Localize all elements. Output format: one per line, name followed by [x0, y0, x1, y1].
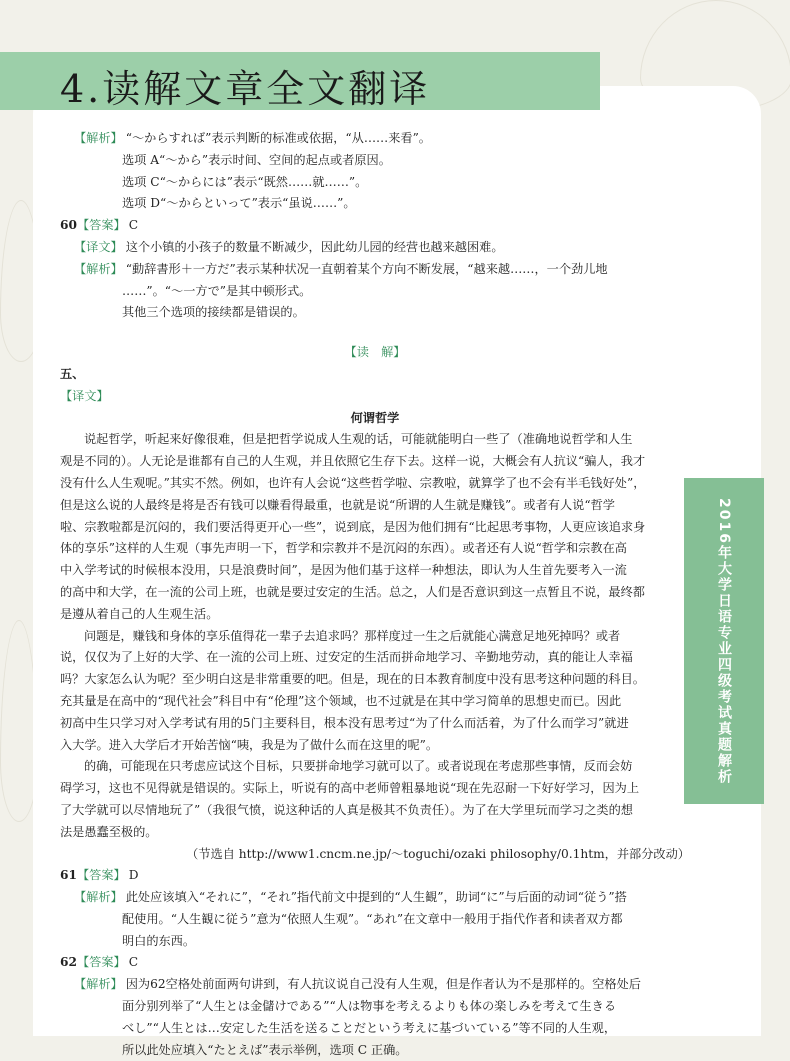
q62-analysis-line: 【解析】 因为62空格处前面两句讲到，有人抗议说自己没有人生观，但是作者认为不是那样的。空格处后	[74, 977, 641, 992]
header-banner	[0, 52, 600, 110]
article-paragraph: 的确，可能现在只考虑应试这个目标，只要拼命地学习就可以了。或者说现在考虑那些事情，反而会妨 碍学习，这也不见得就是错误的。实际上，听说有的高中老师曾粗暴地说“现在先忍耐一下好好学习，因为上 了大学就可以尽情地玩了”（我很气愤，说这种话的人真是极其不负责任）。为了在大学里玩而学习之类的想 法是愚蠢至极的。	[60, 759, 640, 839]
answer-tag: 【答案】	[76, 955, 126, 970]
question-number: 62	[60, 955, 77, 970]
side-tab	[684, 478, 764, 804]
q61-analysis-line: 【解析】 此处应该填入“それに”，“それ”指代前文中提到的“人生観”，助词“に”与后面的动词“従う”搭	[74, 890, 627, 905]
answer-tag: 【答案】	[76, 868, 126, 883]
page-title: 4.读解文章全文翻译	[60, 67, 431, 111]
q60-answer: 60【答案】 C	[60, 215, 690, 237]
analysis-tag: 【解析】	[74, 131, 123, 145]
question-number: 61	[60, 868, 77, 883]
source-citation: （节选自 http://www1.cncm.ne.jp/～toguchi/ozaki philosophy/0.1htm，并部分改动）	[186, 846, 690, 861]
article-paragraph: 说起哲学，听起来好像很难，但是把哲学说成人生观的话，可能就能明白一些了（准确地说哲学和人生 观是不同的）。人无论是谁都有自己的人生观，并且依照它生存下去。这样一说，大概会有人抗议“骗人，我才 没有什么人生观呢。”其实不然。例如，也许有人会说“这些哲学啦、宗教啦，就算学了也不会有半毛钱好处”， 但是这么说的人最终是将是否有钱可以赚看得最重，也就是说“所谓的人生就是赚钱”。或者有人说“哲学 啦、宗教啦都是沉闷的，我们要活得更开心一些”，说到底，是因为他们拥有“比起思考事物，人更应该追求身 体的享乐”这样的人生观（事先声明一下，哲学和宗教并不是沉闷的东西）。或者还有人说“哲学和宗教在高 中入学考试的时候根本没用，只是浪费时间”，是因为他们基于这样一种想法，即认为人生首先要考入一流 的高中和大学，在一流的公司上班，也就是要过安定的生活。总之，人们是否意识到这一点暂且不说，最终都 是遵从着自己的人生观生活。	[60, 432, 646, 621]
q59-analysis-line: 选项 A“～から”表示时间、空间的起点或者原因。	[122, 152, 391, 167]
question-number: 60	[60, 218, 77, 233]
side-tab-label: 2016年大学日语专业四级考试真题解析	[716, 497, 732, 785]
analysis-tag: 【解析】	[74, 977, 123, 992]
analysis-tag: 【解析】	[74, 261, 123, 276]
spacer	[60, 324, 690, 332]
q61-analysis-line: 配使用。“人生観に従う”意为“依照人生观”。“あれ”在文章中一般用于指代作者和读者双方都	[122, 911, 623, 926]
q61-answer: 61【答案】 D	[60, 865, 690, 887]
section-label: 【读 解】	[344, 345, 406, 360]
document-body	[60, 128, 690, 1061]
q62-analysis-line: べし”“人生とは…安定した生活を送ることだという考えに基づいている”等不同的人生观，	[122, 1020, 617, 1035]
q60-analysis-line: ……”。“～一方で”是其中顿形式。	[122, 283, 312, 298]
q61-analysis-line: 明白的东西。	[122, 933, 196, 948]
q59-analysis-line: 选项 C“～からには”表示“既然……就……”。	[122, 174, 368, 189]
q59-analysis-line: 【解析】 “～からすれば”表示判断的标准或依据，“从……来看”。	[74, 131, 431, 145]
article-title: 何谓哲学	[350, 410, 400, 425]
q59-analysis-line: 选项 D“～からといって”表示“虽说……”。	[122, 196, 356, 211]
q62-answer: 62【答案】 C	[60, 952, 690, 974]
translation-tag: 【译文】	[60, 388, 109, 403]
article-paragraph: 问题是，赚钱和身体的享乐值得花一辈子去追求吗？那样度过一生之后就能心满意足地死掉吗？或者 说，仅仅为了上好的大学、在一流的公司上班、过安定的生活而拼命地学习、辛勤地劳动，真的能让人幸福 吗？大家怎么认为呢？至少明白这是非常重要的吧。但是，现在的日本教育制度中没有思考这种问题的科目。 充其量是在高中的“现代社会”科目中有“伦理”这个领域，也不过就是在其中学习简单的思想史而已。因此 初高中生只学习对入学考试有用的5门主要科目，根本没有思考过“为了什么而活着，为了什么而学习”就进 入大学。进入大学后才开始苦恼“咦，我是为了做什么而在这里的呢”。	[60, 628, 645, 752]
q60-analysis-line: 【解析】 “動辞書形＋一方だ”表示某种状况一直朝着某个方向不断发展，“越来越……，一个劲儿地	[74, 261, 608, 276]
answer-tag: 【答案】	[76, 218, 126, 233]
q62-analysis-line: 所以此处应填入“たとえば”表示举例，选项 C 正确。	[122, 1042, 408, 1057]
q60-translation: 【译文】 这个小镇的小孩子的数量不断减少，因此幼儿园的经营也越来越困难。	[74, 239, 504, 254]
translation-tag: 【译文】	[74, 239, 123, 254]
q62-analysis-line: 面分别列举了“人生とは金儲けである”“人は物事を考えるよりも体の楽しみを考えて生きる	[122, 999, 617, 1014]
q60-analysis-line: 其他三个选项的接续都是错误的。	[122, 305, 305, 320]
analysis-tag: 【解析】	[74, 890, 123, 905]
part-label: 五、	[60, 366, 85, 381]
